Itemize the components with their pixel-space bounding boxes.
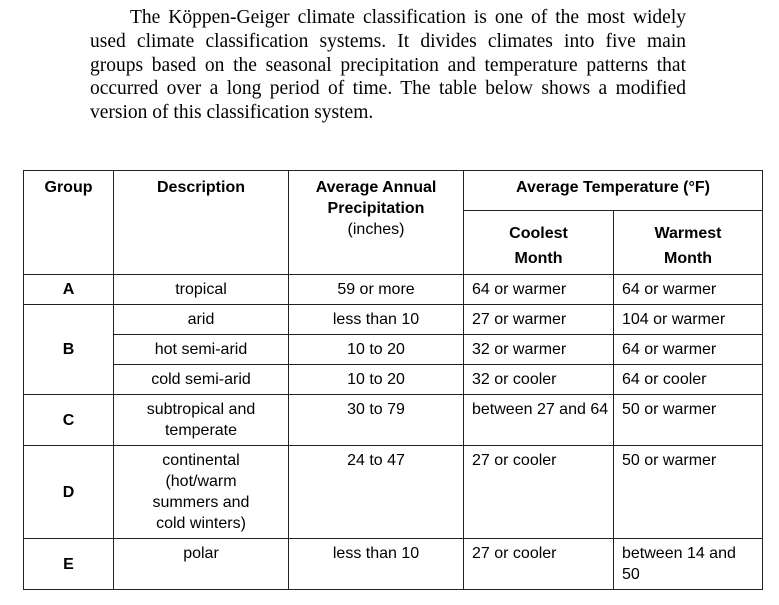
coolest-month-cell: 64 or warmer [464, 275, 614, 305]
group-cell-a: A [24, 275, 114, 305]
header-precipitation-unit: (inches) [347, 221, 405, 238]
group-cell-e: E [24, 539, 114, 590]
header-description: Description [114, 171, 289, 275]
header-group: Group [24, 171, 114, 275]
warmest-month-cell: 64 or cooler [614, 365, 763, 395]
table-row [24, 305, 763, 335]
description-text: continental (hot/warm summers and cold winters) [152, 452, 250, 532]
precipitation-cell: less than 10 [289, 539, 464, 590]
warmest-month-cell [614, 539, 763, 590]
description-cell [114, 446, 289, 539]
warmest-month-cell: 104 or warmer [614, 305, 763, 335]
header-precipitation-label: Average Annual Precipitation [315, 179, 437, 217]
precipitation-cell: 30 to 79 [289, 395, 464, 446]
description-cell: arid [114, 305, 289, 335]
group-cell-d: D [24, 446, 114, 539]
header-temperature: Average Temperature (°F) [464, 171, 763, 211]
description-cell: tropical [114, 275, 289, 305]
coolest-month-text: between 27 and 64 [472, 401, 609, 418]
description-cell: polar [114, 539, 289, 590]
table-row [24, 335, 763, 365]
description-cell: cold semi-arid [114, 365, 289, 395]
description-text: subtropical and temperate [146, 401, 256, 439]
coolest-month-cell: 27 or warmer [464, 305, 614, 335]
header-warmest-month [614, 211, 763, 275]
description-cell: hot semi-arid [114, 335, 289, 365]
table-row [24, 275, 763, 305]
coolest-month-cell: 27 or cooler [464, 446, 614, 539]
precipitation-cell: 10 to 20 [289, 335, 464, 365]
warmest-month-text: between 14 and 50 [622, 545, 736, 583]
coolest-month-cell: 27 or cooler [464, 539, 614, 590]
group-cell-b: B [24, 305, 114, 395]
table-row [24, 539, 763, 590]
precipitation-cell: less than 10 [289, 305, 464, 335]
intro-paragraph: The Köppen-Geiger climate classification is one of the most widely used climate classification systems. It divides climates into five main groups based on the seasonal precipitation and temperature patterns that occurred over a long period of time. The table below shows a modified version of this classification system. [90, 7, 686, 124]
header-precipitation [289, 171, 464, 275]
precipitation-cell: 10 to 20 [289, 365, 464, 395]
coolest-month-cell: 32 or cooler [464, 365, 614, 395]
warmest-month-cell: 64 or warmer [614, 275, 763, 305]
header-coolest-month [464, 211, 614, 275]
precipitation-cell: 59 or more [289, 275, 464, 305]
table-row [24, 395, 763, 446]
description-cell [114, 395, 289, 446]
warmest-month-cell: 50 or warmer [614, 446, 763, 539]
table-row [24, 446, 763, 539]
coolest-month-cell: 32 or warmer [464, 335, 614, 365]
climate-classification-table [23, 170, 763, 590]
table-row [24, 365, 763, 395]
header-coolest-label: Coolest Month [509, 225, 568, 267]
warmest-month-cell: 50 or warmer [614, 395, 763, 446]
precipitation-cell: 24 to 47 [289, 446, 464, 539]
warmest-month-cell: 64 or warmer [614, 335, 763, 365]
header-warmest-label: Warmest Month [654, 225, 722, 267]
group-cell-c: C [24, 395, 114, 446]
coolest-month-cell [464, 395, 614, 446]
